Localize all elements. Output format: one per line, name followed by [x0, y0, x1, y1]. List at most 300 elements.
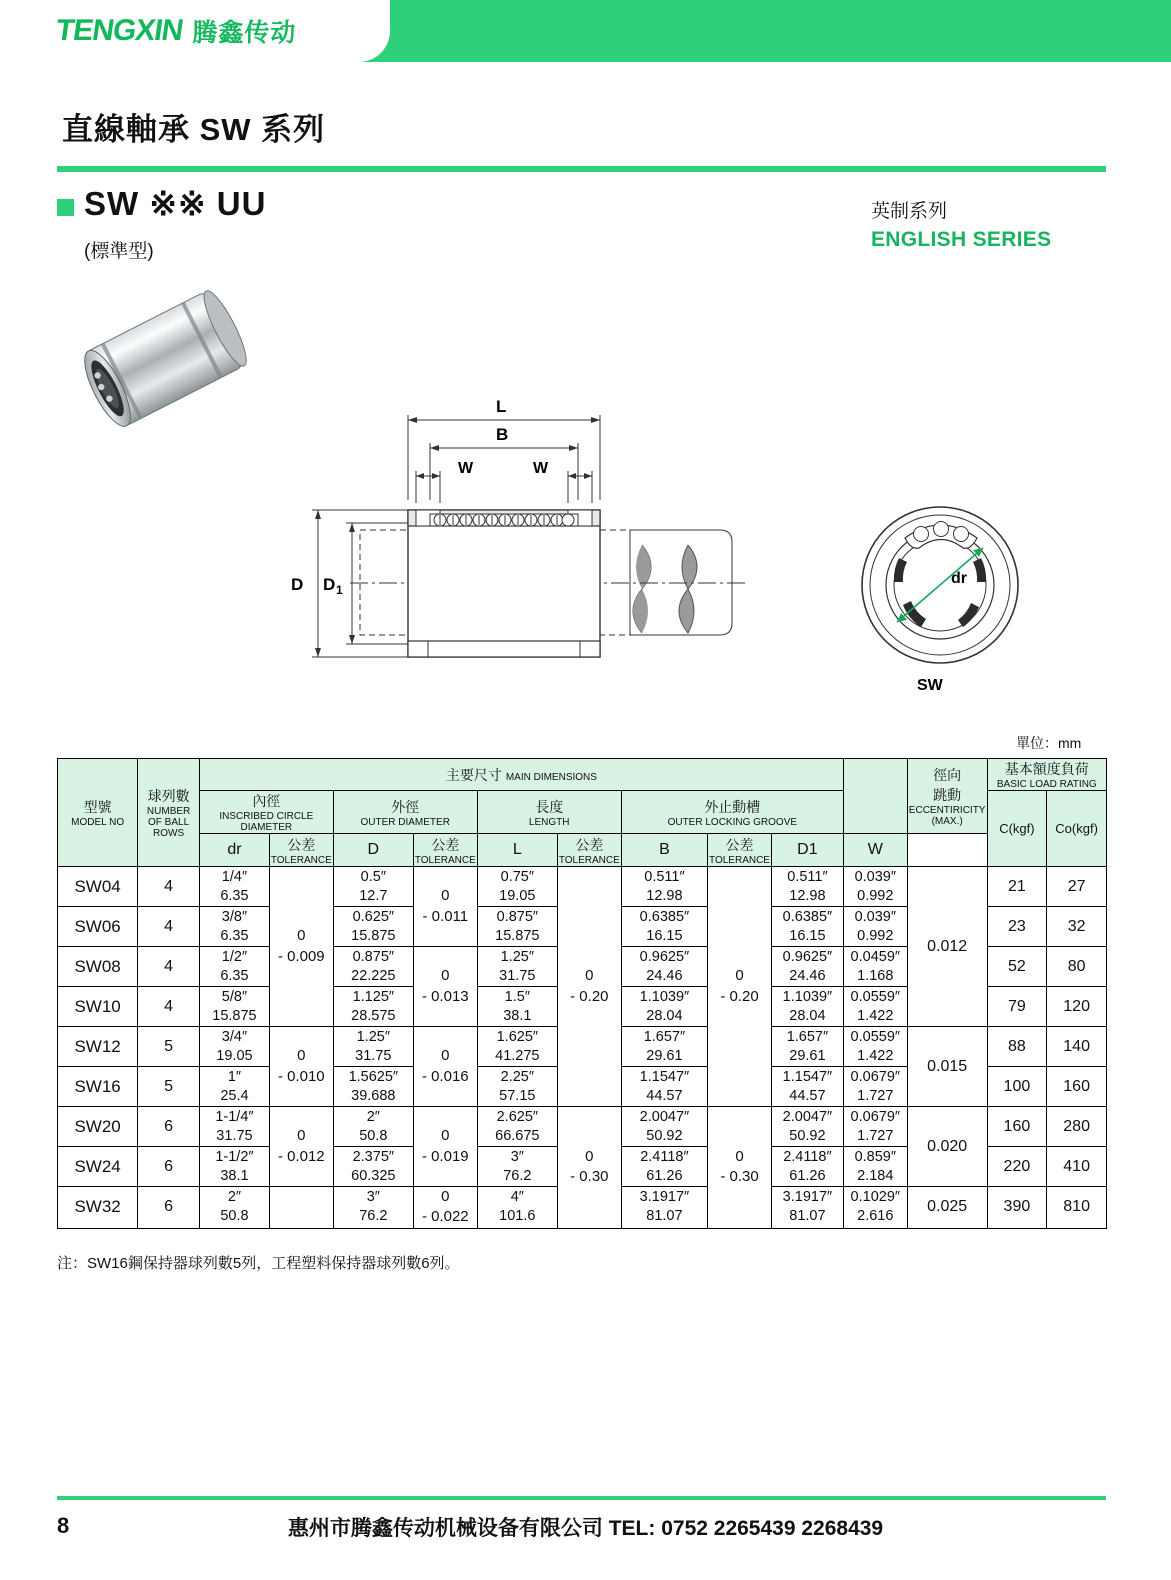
tol-B-upper: 0: [735, 1148, 744, 1165]
th-inner-diameter: [199, 791, 333, 834]
cell-dr: [199, 1147, 269, 1187]
cell-dr-mm: 6.35: [220, 967, 249, 984]
cell-L-mm: 38.1: [503, 1007, 532, 1024]
cell-D: [333, 1027, 413, 1067]
svg-text:W: W: [458, 460, 474, 477]
cell-C: 160: [987, 1107, 1047, 1147]
cell-dr-mm: 6.35: [220, 887, 249, 904]
th-W: W: [843, 834, 907, 867]
cell-C: 220: [987, 1147, 1047, 1187]
cell-dr-inch: 1-1/4″: [215, 1108, 254, 1125]
cell-dr: [199, 947, 269, 987]
cell-Co: 810: [1047, 1187, 1107, 1229]
cell-B-mm: 12.98: [646, 887, 683, 904]
tol-dr-lower: - 0.009: [277, 947, 325, 965]
th-w-group: [843, 759, 907, 834]
cell-tol-dr: [269, 1187, 333, 1229]
th-groove-cn: 外止動槽: [704, 798, 761, 815]
cell-D-inch: 3″: [366, 1189, 380, 1206]
th-length-en: LENGTH: [528, 816, 570, 828]
tol-dr-upper: 0: [297, 927, 306, 945]
cell-ball-rows: 6: [138, 1147, 200, 1187]
tol-D-lower: - 0.016: [421, 1067, 469, 1085]
cell-D1-mm: 28.04: [789, 1007, 826, 1024]
th-load-cn: 基本額度負荷: [1004, 761, 1089, 777]
cell-D-inch: 2.375″: [352, 1148, 395, 1165]
svg-text:L: L: [496, 397, 507, 416]
cell-C: 21: [987, 867, 1047, 907]
cell-D: [333, 1107, 413, 1147]
th-model-en: MODEL NO: [71, 817, 125, 828]
cell-tol-dr: [269, 1107, 333, 1187]
cell-D1-mm: 12.98: [789, 887, 826, 904]
cell-model: SW04: [58, 867, 138, 907]
cell-dr-mm: 38.1: [220, 1167, 249, 1184]
tol-B-upper: 0: [735, 967, 744, 985]
cell-B-mm: 50.92: [646, 1127, 683, 1144]
cell-L: [477, 1027, 557, 1067]
cell-B-inch: 2.0047″: [639, 1108, 690, 1125]
cell-D1-mm: 44.57: [789, 1087, 826, 1104]
cell-L: [477, 1147, 557, 1187]
cell-D1-inch: 2.4118″: [783, 1148, 832, 1165]
cell-D1-inch: 0.511″: [787, 868, 828, 885]
cell-B-mm: 61.26: [646, 1167, 683, 1184]
cell-W: [843, 947, 907, 987]
svg-text:B: B: [496, 425, 509, 444]
cell-tol-D: [413, 1027, 477, 1107]
th-main-cn: 主要尺寸: [445, 766, 502, 783]
page-number: 8: [57, 1513, 70, 1538]
cell-L-inch: 0.75″: [500, 868, 534, 885]
cell-C: 390: [987, 1187, 1047, 1229]
cell-W-inch: 0.0559″: [850, 1028, 901, 1045]
cell-D-inch: 1.25″: [356, 1028, 390, 1045]
cell-D1-mm: 24.46: [789, 967, 826, 984]
tol-D-lower: - 0.013: [421, 987, 469, 1005]
th-ball-rows-cn: 球列數: [147, 788, 190, 804]
th-ecc-cn2: 跳動: [933, 787, 962, 803]
cell-D-mm: 60.325: [351, 1167, 396, 1184]
cell-B: [621, 1107, 707, 1147]
cell-dr-inch: 3/8″: [221, 908, 248, 925]
cell-tol-dr: [269, 867, 333, 1027]
tol-dr-lower: - 0.010: [277, 1067, 325, 1085]
cell-L-inch: 4″: [510, 1189, 524, 1206]
tol-D-lower: - 0.022: [421, 1208, 469, 1226]
cell-D1: [771, 1067, 843, 1107]
cell-Co: 280: [1047, 1107, 1107, 1147]
cell-ball-rows: 6: [138, 1187, 200, 1229]
th-load-rating: [987, 759, 1106, 791]
cell-D1: [771, 947, 843, 987]
cell-ball-rows: 5: [138, 1067, 200, 1107]
cell-D-mm: 12.7: [359, 887, 388, 904]
th-tol4-cn: 公差: [725, 836, 754, 853]
cell-D-inch: 1.125″: [352, 988, 395, 1005]
cell-C: 100: [987, 1067, 1047, 1107]
product-photo: [70, 290, 270, 450]
th-length-cn: 長度: [535, 798, 564, 815]
cell-W: [843, 987, 907, 1027]
cell-B: [621, 907, 707, 947]
cell-W-inch: 0.0559″: [850, 988, 901, 1005]
cell-D1-inch: 2.0047″: [782, 1108, 833, 1125]
cell-D: [333, 907, 413, 947]
cell-D1: [771, 1147, 843, 1187]
cell-L-mm: 57.15: [499, 1087, 536, 1104]
end-view-drawing: [855, 500, 1035, 700]
th-groove: [621, 791, 843, 834]
cell-tol-L: [557, 1107, 621, 1229]
cell-W: [843, 1187, 907, 1229]
th-tol2-cn: 公差: [431, 836, 460, 853]
cell-D1-mm: 81.07: [789, 1208, 826, 1225]
cell-dr-mm: 6.35: [220, 927, 249, 944]
th-tol1-cn: 公差: [287, 836, 316, 853]
svg-text:D: D: [291, 575, 304, 594]
cell-Co: 80: [1047, 947, 1107, 987]
cell-W-inch: 0.1029″: [850, 1189, 901, 1206]
cell-B: [621, 1147, 707, 1187]
table-row: [58, 1107, 1107, 1147]
tol-D-upper: 0: [441, 1188, 450, 1205]
tol-dr-upper: 0: [297, 1047, 306, 1065]
cell-D: [333, 1187, 413, 1229]
th-inner-en: INSCRIBED CIRCLE DIAMETER: [219, 811, 314, 833]
cell-B: [621, 1067, 707, 1107]
cell-ball-rows: 6: [138, 1107, 200, 1147]
cell-dr: [199, 1027, 269, 1067]
cell-dr: [199, 1067, 269, 1107]
title-divider: [57, 166, 1106, 172]
cell-dr-inch: 1/4″: [221, 868, 248, 885]
cell-eccentricity: 0.025: [907, 1187, 987, 1229]
page-title: 直線軸承 SW 系列: [62, 112, 326, 147]
cell-D1-inch: 1.657″: [786, 1028, 829, 1045]
cell-tol-D: [413, 1107, 477, 1187]
cell-L-inch: 1.5″: [504, 988, 530, 1005]
cell-dr-mm: 19.05: [216, 1047, 253, 1064]
cell-dr: [199, 987, 269, 1027]
cell-L: [477, 1067, 557, 1107]
cell-dr-inch: 2″: [227, 1189, 242, 1206]
th-groove-en: OUTER LOCKING GROOVE: [667, 816, 798, 828]
cell-dr-mm: 31.75: [216, 1127, 253, 1144]
cell-D-inch: 0.875″: [352, 948, 395, 965]
series-label-cn: 英制系列: [871, 201, 948, 222]
cell-W-mm: 1.422: [857, 1047, 894, 1064]
svg-text:1: 1: [336, 583, 343, 597]
th-tol2-en: TOLERANCE: [414, 854, 476, 866]
cell-L: [477, 947, 557, 987]
cell-L-mm: 15.875: [495, 927, 540, 944]
tol-L-lower: - 0.30: [570, 1168, 609, 1186]
cell-C: 52: [987, 947, 1047, 987]
th-tol-L: [557, 834, 621, 867]
svg-text:SW: SW: [917, 677, 943, 694]
th-ball-rows-en1: NUMBER: [146, 806, 191, 817]
tol-L-lower: - 0.20: [570, 987, 609, 1005]
cell-ball-rows: 4: [138, 987, 200, 1027]
cell-D-inch: 1.5625″: [348, 1068, 399, 1085]
th-L: L: [477, 834, 557, 867]
cell-B: [621, 947, 707, 987]
series-label-en: ENGLISH SERIES: [871, 228, 1052, 251]
th-model-cn: 型號: [83, 799, 112, 815]
footer-divider: [57, 1496, 1106, 1500]
cell-eccentricity: 0.015: [907, 1027, 987, 1107]
cell-L-mm: 19.05: [499, 887, 536, 904]
cell-B-inch: 3.1917″: [639, 1189, 690, 1206]
cell-D-inch: 0.625″: [352, 908, 395, 925]
cell-W-inch: 0.0459″: [850, 948, 901, 965]
cell-W-inch: 0.039″: [854, 868, 896, 885]
cell-dr-inch: 1/2″: [221, 948, 248, 965]
th-Co: Co(kgf): [1047, 791, 1107, 867]
svg-text:D: D: [323, 575, 336, 594]
cell-tol-L: [557, 867, 621, 1107]
tol-D-lower: - 0.011: [422, 907, 469, 925]
cell-model: SW06: [58, 907, 138, 947]
model-name: SW ※※ UU: [84, 185, 267, 222]
cell-W-inch: 0.0679″: [850, 1068, 901, 1085]
cell-dr-mm: 25.4: [220, 1087, 249, 1104]
cell-Co: 140: [1047, 1027, 1107, 1067]
cell-L: [477, 987, 557, 1027]
cell-L-inch: 2.625″: [496, 1108, 539, 1125]
cell-L-mm: 66.675: [495, 1127, 540, 1144]
cell-D1-mm: 29.61: [789, 1047, 826, 1064]
unit-note: 單位：mm: [1016, 735, 1082, 751]
cell-D1-mm: 61.26: [789, 1167, 826, 1184]
cell-D1-inch: 1.1039″: [782, 988, 833, 1005]
th-outer-cn: 外徑: [391, 798, 420, 815]
cell-B-mm: 81.07: [646, 1208, 683, 1225]
svg-text:dr: dr: [951, 570, 967, 587]
cell-dr: [199, 1187, 269, 1229]
th-length: [477, 791, 621, 834]
cell-C: 88: [987, 1027, 1047, 1067]
cell-B-inch: 1.1039″: [639, 988, 690, 1005]
footer-company-info: 惠州市腾鑫传动机械设备有限公司 TEL: 0752 2265439 2268439: [287, 1517, 884, 1540]
cell-L: [477, 1107, 557, 1147]
cell-D1: [771, 907, 843, 947]
cell-B-inch: 1.1547″: [639, 1068, 690, 1085]
cell-C: 79: [987, 987, 1047, 1027]
cell-D-mm: 50.8: [359, 1127, 388, 1144]
tol-D-upper: 0: [441, 887, 450, 905]
cell-L-mm: 76.2: [503, 1167, 532, 1184]
cell-D1: [771, 1107, 843, 1147]
th-outer-en: OUTER DIAMETER: [360, 816, 450, 828]
cell-D1-inch: 3.1917″: [782, 1189, 833, 1206]
cell-B: [621, 987, 707, 1027]
model-subtitle: (標準型): [84, 241, 154, 262]
cell-Co: 32: [1047, 907, 1107, 947]
cell-W-inch: 0.039″: [854, 908, 896, 925]
cell-B-mm: 24.46: [646, 967, 683, 984]
cell-D1-mm: 50.92: [789, 1127, 826, 1144]
th-D1: D1: [771, 834, 843, 867]
cell-L-inch: 1.625″: [496, 1028, 539, 1045]
th-dr: dr: [199, 834, 269, 867]
tol-D-upper: 0: [441, 1047, 450, 1065]
cell-model: SW12: [58, 1027, 138, 1067]
th-ball-rows-en3: ROWS: [153, 828, 185, 839]
cell-B-mm: 29.61: [646, 1047, 683, 1064]
th-tol-B: [708, 834, 772, 867]
cell-D1-mm: 16.15: [789, 927, 826, 944]
cell-D-mm: 22.225: [351, 967, 396, 984]
cell-D-mm: 39.688: [351, 1087, 396, 1104]
cell-D-inch: 0.5″: [360, 868, 386, 885]
cell-D1: [771, 867, 843, 907]
tol-L-upper: 0: [585, 967, 594, 985]
cell-dr-inch: 1-1/2″: [215, 1148, 254, 1165]
cell-ball-rows: 5: [138, 1027, 200, 1067]
cell-Co: 160: [1047, 1067, 1107, 1107]
tol-B-lower: - 0.30: [720, 1168, 759, 1186]
cell-model: SW08: [58, 947, 138, 987]
cell-W-mm: 0.992: [857, 927, 894, 944]
cell-W-mm: 1.727: [857, 1087, 894, 1104]
cell-B-mm: 28.04: [646, 1007, 683, 1024]
cell-W: [843, 1147, 907, 1187]
cell-dr-inch: 5/8″: [221, 988, 248, 1005]
cell-W-inch: 0.859″: [854, 1148, 896, 1165]
cell-dr-mm: 50.8: [220, 1208, 249, 1225]
specification-table: [57, 758, 1107, 1229]
cell-L: [477, 907, 557, 947]
cell-dr: [199, 867, 269, 907]
cell-W: [843, 1027, 907, 1067]
cell-D1: [771, 1187, 843, 1229]
cell-B-inch: 0.9625″: [639, 948, 690, 965]
cell-D: [333, 947, 413, 987]
cell-L-inch: 1.25″: [500, 948, 534, 965]
cell-W: [843, 1107, 907, 1147]
cell-tol-D: [413, 867, 477, 947]
cell-W: [843, 1067, 907, 1107]
cell-model: SW16: [58, 1067, 138, 1107]
tol-D-lower: - 0.019: [421, 1147, 469, 1165]
cell-D-inch: 2″: [366, 1108, 380, 1125]
th-B: B: [621, 834, 707, 867]
cell-L-mm: 31.75: [499, 967, 536, 984]
cell-ball-rows: 4: [138, 867, 200, 907]
cell-B-mm: 44.57: [646, 1087, 683, 1104]
cell-model: SW20: [58, 1107, 138, 1147]
logo-chinese-text: 腾鑫传动: [192, 19, 297, 47]
cell-W-mm: 1.168: [857, 967, 894, 984]
cell-D1-inch: 0.6385″: [782, 908, 833, 925]
cell-W-mm: 2.184: [857, 1167, 894, 1184]
cell-D1: [771, 987, 843, 1027]
cell-D-mm: 76.2: [359, 1208, 388, 1225]
cell-tol-D: [413, 947, 477, 1027]
cell-W-mm: 2.616: [857, 1208, 894, 1225]
th-D: D: [333, 834, 413, 867]
cell-D: [333, 867, 413, 907]
cell-L-mm: 101.6: [499, 1208, 536, 1225]
cell-D-mm: 15.875: [351, 927, 396, 944]
cell-L: [477, 867, 557, 907]
th-ecc-en: ECCENTIRICITY: [908, 805, 986, 816]
th-ecc-cn1: 徑向: [933, 767, 962, 783]
cell-B-inch: 0.6385″: [639, 908, 690, 925]
cell-Co: 120: [1047, 987, 1107, 1027]
th-tol1-en: TOLERANCE: [270, 854, 332, 866]
svg-text:W: W: [533, 460, 549, 477]
bullet-square-icon: [57, 199, 74, 216]
th-ball-rows-en2: OF BALL: [148, 817, 190, 828]
cell-C: 23: [987, 907, 1047, 947]
cell-W-mm: 1.727: [857, 1127, 894, 1144]
logo-mark-text: TENGXIN: [53, 14, 185, 47]
cell-B: [621, 1187, 707, 1229]
cell-dr-inch: 1″: [227, 1068, 242, 1085]
th-load-en: BASIC LOAD RATING: [996, 779, 1097, 790]
logo: [53, 13, 297, 49]
cell-Co: 27: [1047, 867, 1107, 907]
cell-eccentricity: 0.012: [907, 867, 987, 1027]
th-model: [58, 759, 138, 867]
section-drawing: [290, 385, 770, 685]
cell-L-mm: 41.275: [495, 1047, 540, 1064]
cell-D: [333, 1067, 413, 1107]
th-ecc-max: (MAX.): [931, 816, 963, 827]
cell-tol-dr: [269, 1027, 333, 1107]
cell-B-mm: 16.15: [646, 927, 683, 944]
cell-model: SW10: [58, 987, 138, 1027]
cell-L-inch: 0.875″: [496, 908, 539, 925]
tol-D-upper: 0: [441, 967, 450, 985]
cell-W: [843, 867, 907, 907]
cell-Co: 410: [1047, 1147, 1107, 1187]
tol-L-upper: 0: [585, 1148, 594, 1165]
cell-D: [333, 987, 413, 1027]
cell-model: SW24: [58, 1147, 138, 1187]
th-main-dimensions: [199, 759, 843, 791]
cell-B: [621, 867, 707, 907]
th-main-en: MAIN DIMENSIONS: [505, 771, 597, 783]
th-tol4-en: TOLERANCE: [709, 854, 770, 866]
cell-model: SW32: [58, 1187, 138, 1229]
cell-W-mm: 1.422: [857, 1007, 894, 1024]
th-tol3-cn: 公差: [575, 836, 604, 853]
cell-ball-rows: 4: [138, 907, 200, 947]
cell-tol-B: [708, 867, 772, 1107]
cell-B: [621, 1027, 707, 1067]
cell-D1-inch: 1.1547″: [782, 1068, 833, 1085]
th-tol-dr: [269, 834, 333, 867]
cell-D-mm: 31.75: [355, 1047, 392, 1064]
cell-tol-D: [413, 1187, 477, 1229]
cell-D1: [771, 1027, 843, 1067]
th-inner-cn: 內徑: [252, 793, 281, 809]
th-C: C(kgf): [987, 791, 1047, 867]
cell-B-inch: 2.4118″: [640, 1148, 689, 1165]
cell-eccentricity: 0.020: [907, 1107, 987, 1187]
th-eccentricity: [907, 759, 987, 834]
tol-D-upper: 0: [441, 1127, 450, 1145]
cell-dr-inch: 3/4″: [221, 1028, 248, 1045]
tol-dr-upper: 0: [297, 1127, 306, 1145]
tol-dr-lower: - 0.012: [277, 1147, 325, 1165]
cell-D1-inch: 0.9625″: [782, 948, 833, 965]
cell-W: [843, 907, 907, 947]
